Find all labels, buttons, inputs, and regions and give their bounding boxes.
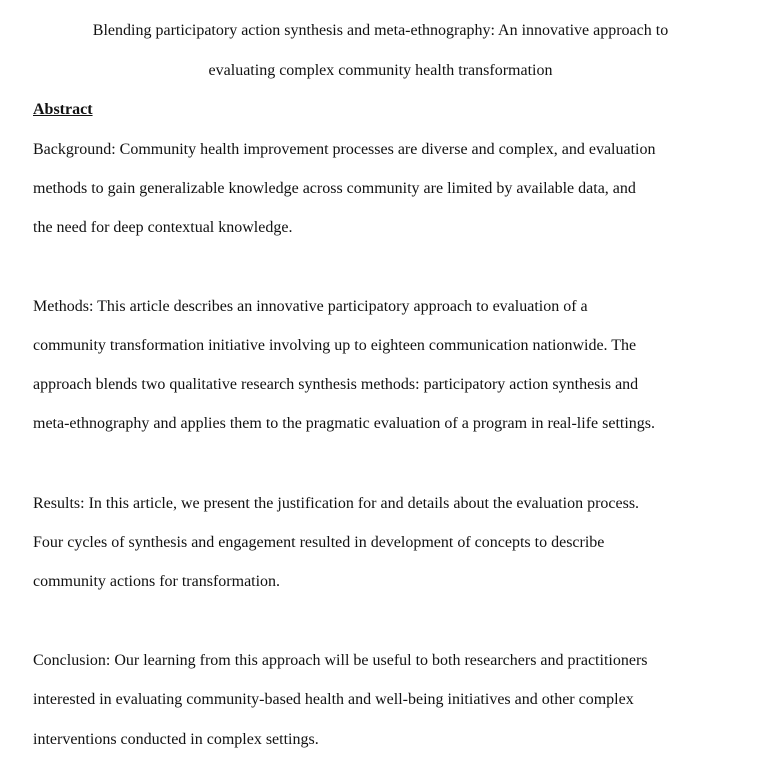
abstract-heading: Abstract [33, 101, 93, 118]
paragraph-line: community transformation initiative involving up to eighteen communication nationwide. The [33, 337, 637, 354]
paragraph-line: Background: Community health improvement processes are diverse and complex, and evaluation [33, 141, 656, 158]
paragraph-line: interventions conducted in complex settings. [33, 731, 319, 748]
paragraph-line: the need for deep contextual knowledge. [33, 219, 293, 236]
paper-title-line-2: evaluating complex community health transformation [208, 62, 553, 79]
paper-title-line-1: Blending participatory action synthesis and meta-ethnography: An innovative approach to [92, 22, 669, 39]
paragraph-line: methods to gain generalizable knowledge across community are limited by available data, and [33, 180, 636, 197]
paragraph-line: interested in evaluating community-based health and well-being initiatives and other complex [33, 691, 634, 708]
paragraph-line: Methods: This article describes an innovative participatory approach to evaluation of a [33, 298, 588, 315]
paragraph-line: Four cycles of synthesis and engagement resulted in development of concepts to describe [33, 534, 605, 551]
paragraph-line: approach blends two qualitative research synthesis methods: participatory action synthesis and [33, 376, 639, 393]
paragraph-line: community actions for transformation. [33, 573, 281, 590]
paragraph-line: Results: In this article, we present the justification for and details about the evaluation process. [33, 495, 640, 512]
paragraph-line: Conclusion: Our learning from this approach will be useful to both researchers and practitioners [33, 652, 648, 669]
paragraph-line: meta-ethnography and applies them to the pragmatic evaluation of a program in real-life settings. [33, 415, 656, 432]
